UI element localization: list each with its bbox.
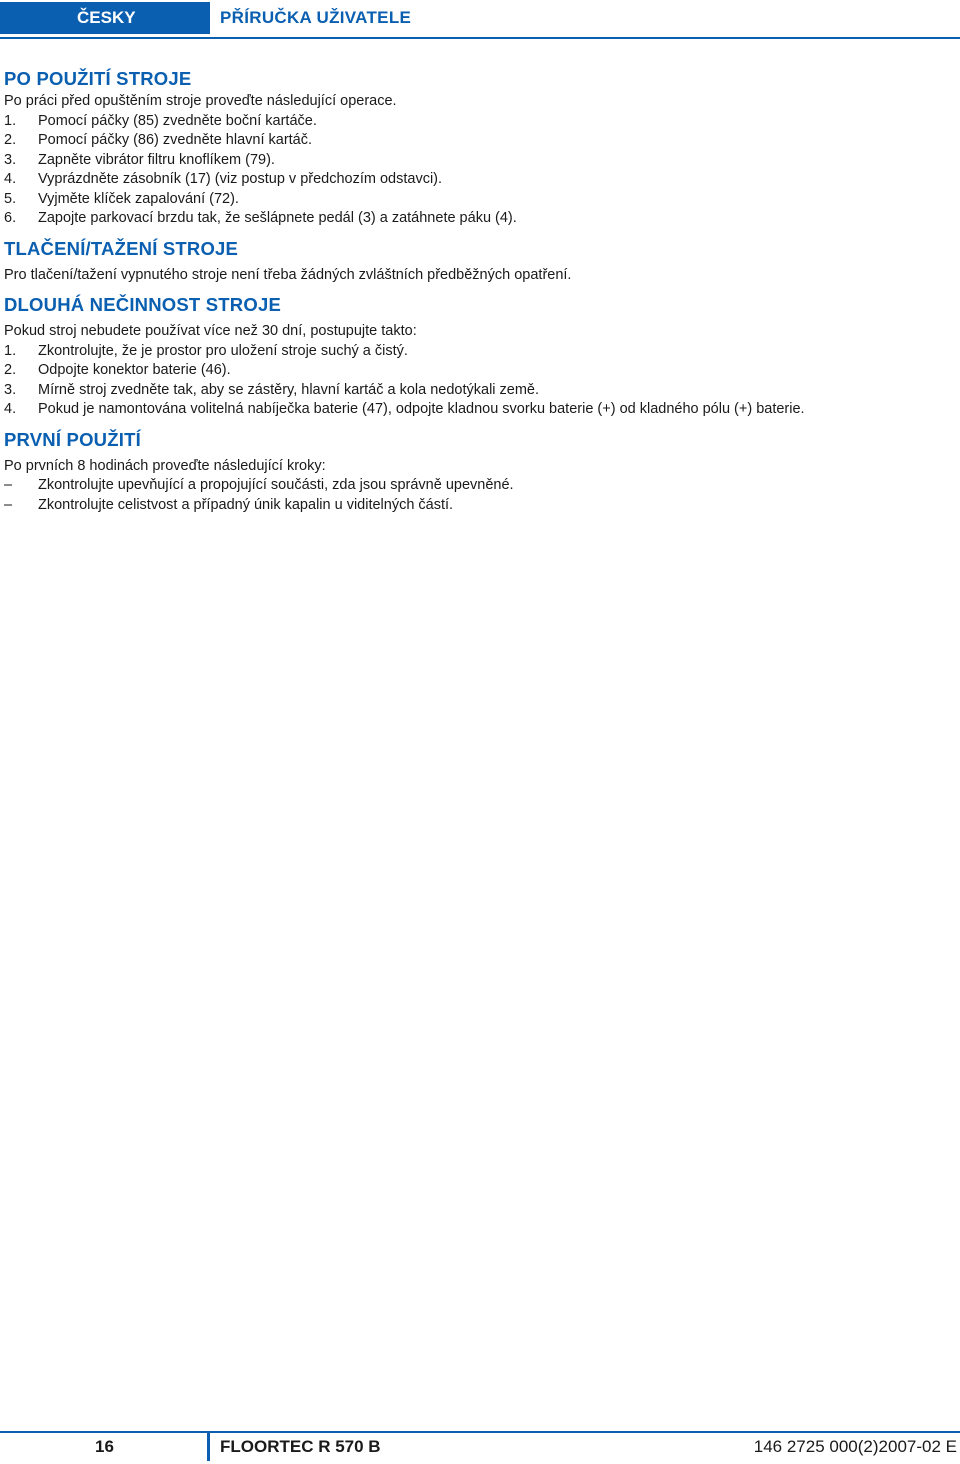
- step-number: 1.: [4, 112, 17, 129]
- step-number: 3.: [4, 381, 17, 398]
- step-number: 4.: [4, 171, 17, 187]
- step-text: Vyjměte klíček zapalování (72).: [38, 190, 239, 207]
- list-item: [4, 170, 956, 190]
- list-item: [4, 342, 956, 362]
- push-tow-text: Pro tlačení/tažení vypnutého stroje není třeba žádných zvláštních předběžných opatření.: [4, 266, 572, 283]
- step-number: 6.: [4, 210, 17, 226]
- language-tab: ČESKY: [0, 2, 210, 34]
- model-name: FLOORTEC R 570 B: [220, 1437, 381, 1456]
- list-item: [4, 476, 956, 496]
- page-number: 16: [95, 1437, 114, 1456]
- step-text: Pomocí páčky (86) zvedněte hlavní kartáč.: [38, 132, 313, 148]
- page-content: [4, 66, 956, 515]
- list-item: [4, 151, 956, 171]
- list-item: [4, 190, 956, 210]
- step-text: Mírně stroj zvedněte tak, aby se zástěry, hlavní kartáč a kola nedotýkali země.: [38, 381, 540, 398]
- step-number: 2.: [4, 132, 17, 148]
- step-text: Vyprázdněte zásobník (17) (viz postup v předchozím odstavci).: [38, 171, 443, 187]
- first-use-intro: Po prvních 8 hodinách proveďte následující kroky:: [4, 457, 326, 474]
- document-code: 146 2725 000(2)2007-02 E: [753, 1437, 957, 1456]
- footer-separator: [207, 1433, 210, 1461]
- item-text: Zkontrolujte upevňující a propojující součásti, zda jsou správně upevněné.: [38, 477, 514, 493]
- inactivity-intro: Pokud stroj nebudete používat více než 30 dní, postupujte takto:: [4, 323, 417, 339]
- step-text: Odpojte konektor baterie (46).: [38, 362, 231, 378]
- step-number: 4.: [4, 401, 17, 417]
- header-rule: [0, 37, 960, 39]
- list-item: [4, 381, 956, 401]
- step-number: 3.: [4, 151, 17, 168]
- list-item: [4, 112, 956, 132]
- list-item: [4, 496, 956, 516]
- footer-rule: [0, 1431, 960, 1433]
- list-item: [4, 131, 956, 151]
- heading-after-use: PO POUŽITÍ STROJE: [4, 68, 192, 89]
- step-text: Zapojte parkovací brzdu tak, že sešlápnete pedál (3) a zatáhnete páku (4).: [38, 210, 517, 226]
- step-number: 2.: [4, 362, 17, 378]
- list-item: [4, 361, 956, 381]
- item-text: Zkontrolujte celistvost a případný únik kapalin u viditelných částí.: [38, 496, 454, 513]
- heading-push-tow: TLAČENÍ/TAŽENÍ STROJE: [4, 237, 239, 259]
- dash-bullet: –: [4, 477, 13, 493]
- heading-first-use: PRVNÍ POUŽITÍ: [4, 428, 141, 450]
- step-text: Zkontrolujte, že je prostor pro uložení stroje suchý a čistý.: [38, 342, 408, 359]
- step-text: Pokud je namontována volitelná nabíječka baterie (47), odpojte kladnou svorku baterie (+) od kladného pólu (+) baterie.: [38, 401, 805, 417]
- heading-inactivity: DLOUHÁ NEČINNOST STROJE: [4, 294, 281, 315]
- list-item: [4, 400, 956, 420]
- step-text: Pomocí páčky (85) zvedněte boční kartáče.: [38, 112, 317, 129]
- dash-bullet: –: [4, 496, 13, 513]
- step-number: 1.: [4, 342, 17, 359]
- list-item: [4, 209, 956, 229]
- step-text: Zapněte vibrátor filtru knoflíkem (79).: [38, 151, 275, 168]
- manual-title: PŘÍRUČKA UŽIVATELE: [220, 8, 412, 27]
- step-number: 5.: [4, 190, 17, 207]
- after-use-intro: Po práci před opuštěním stroje proveďte následující operace.: [4, 93, 397, 109]
